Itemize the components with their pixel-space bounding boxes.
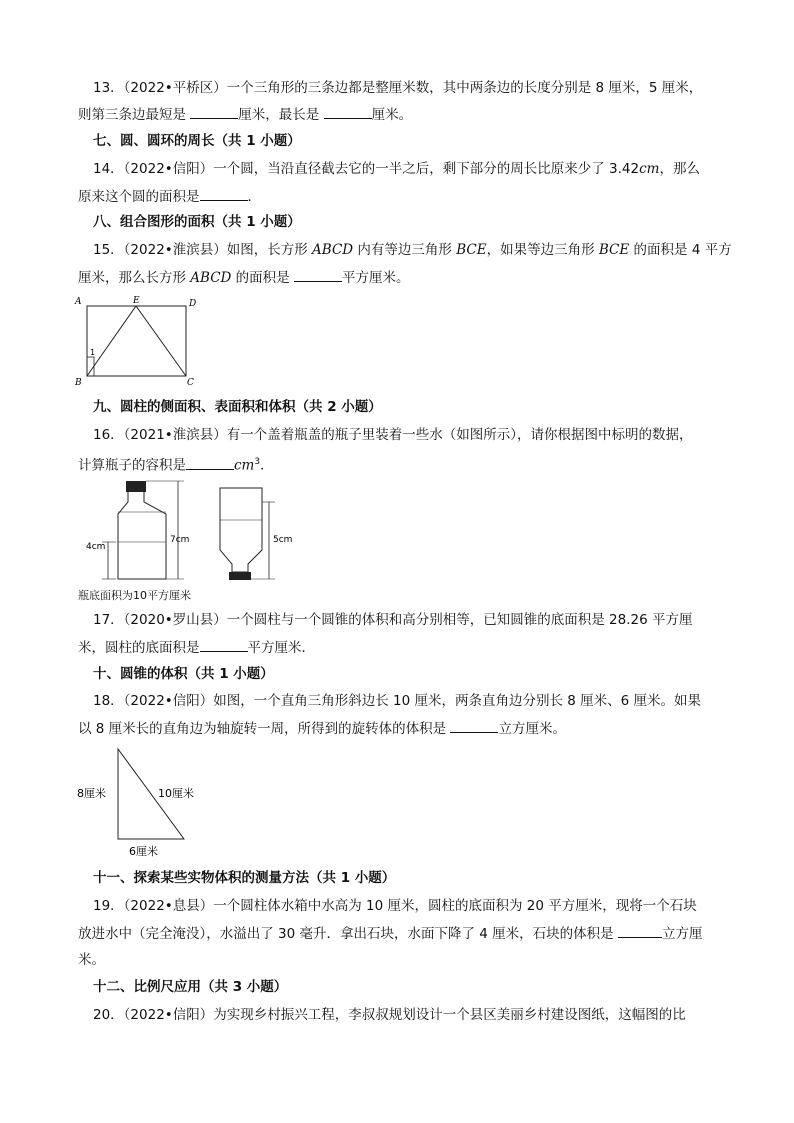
answer-blank[interactable] [186,455,234,470]
label-a: A [75,297,82,307]
q16-line2: 计算瓶子的容积是 $cm^3$． [78,452,274,476]
answer-blank[interactable] [294,267,342,282]
rectangle-triangle-figure [72,292,202,388]
label-c: C [187,378,194,388]
answer-blank[interactable] [618,923,662,938]
q18-line2: 以 8 厘米长的直角边为轴旋转一周，所得到的旋转体的体积是 立方厘米。 [78,718,566,739]
leg-8-label: 8厘米 [77,787,106,800]
q17-line2: 米，圆柱的底面积是 平方厘米． [78,637,315,658]
q19-line2: 放进水中（完全淹没），水溢出了 30 毫升．拿出石块，水面下降了 4 厘米，石块的体积是 立方厘 [78,923,702,944]
q19-line3: 米。 [78,952,105,968]
section-heading-7: 七、圆、圆环的周长（共 1 小题） [93,133,301,149]
section-heading-9: 九、圆柱的侧面积、表面积和体积（共 2 小题） [93,399,382,415]
q13-line2: 则第三条边最短是 厘米，最长是 厘米。 [78,104,412,125]
answer-blank[interactable] [200,637,248,652]
section-heading-12: 十二、比例尺应用（共 3 小题） [93,979,288,995]
label-e: E [133,296,140,306]
right-triangle-figure [72,743,212,859]
q18-line1: 18．（2022•信阳）如图，一个直角三角形斜边长 10 厘米，两条直角边分别长 8 厘米、6 厘米。如果 [93,693,702,709]
q14-line2: 原来这个圆的面积是 ． [78,186,261,207]
q13-line1: 13．（2022•平桥区）一个三角形的三条边都是整厘米数，其中两条边的长度分别是 8 厘米，5 厘米， [93,80,703,96]
q20-line1: 20．（2022•信阳）为实现乡村振兴工程，李叔叔规划设计一个县区美丽乡村建设图纸，这幅图的比 [93,1007,686,1023]
section-heading-8: 八、组合图形的面积（共 1 小题） [93,214,301,230]
answer-blank[interactable] [190,104,238,119]
answer-blank[interactable] [324,104,372,119]
q15-line1: 15．（2022•淮滨县）如图，长方形 ABCD 内有等边三角形 BCE，如果等边三角形 BCE 的面积是 4 平方 [93,242,732,258]
bottle-figure [80,478,300,586]
q16-line1: 16．（2021•淮滨县）有一个盖着瓶盖的瓶子里装着一些水（如图所示），请你根据图中标明的数据， [93,427,693,443]
water-height-label: 4cm [86,542,106,552]
air-height-label: 5cm [273,535,293,545]
answer-blank[interactable] [450,718,498,733]
q15-line2: 厘米，那么长方形 ABCD 的面积是 平方厘米。 [78,267,409,288]
q17-line1: 17．（2020•罗山县）一个圆柱与一个圆锥的体积和高分别相等，已知圆锥的底面积是 28.26 平方厘 [93,612,693,628]
leg-6-label: 6厘米 [129,845,158,858]
bottle-caption: 瓶底面积为10平方厘米 [78,589,191,602]
angle-label: 1 [90,348,96,357]
hypotenuse-label: 10厘米 [158,787,194,800]
q14-line1: 14．（2022•信阳）一个圆，当沿直径截去它的一半之后，剩下部分的周长比原来少了 3.42cm，那么 [93,161,700,177]
answer-blank[interactable] [200,186,248,201]
section-heading-11: 十一、探索某些实物体积的测量方法（共 1 小题） [93,870,396,886]
label-b: B [75,378,82,388]
section-heading-10: 十、圆锥的体积（共 1 小题） [93,666,274,682]
label-d: D [189,299,197,309]
q19-line1: 19．（2022•息县）一个圆柱体水箱中水高为 10 厘米，圆柱的底面积为 20 平方厘米，现将一个石块 [93,898,697,914]
total-height-label: 7cm [170,535,190,545]
